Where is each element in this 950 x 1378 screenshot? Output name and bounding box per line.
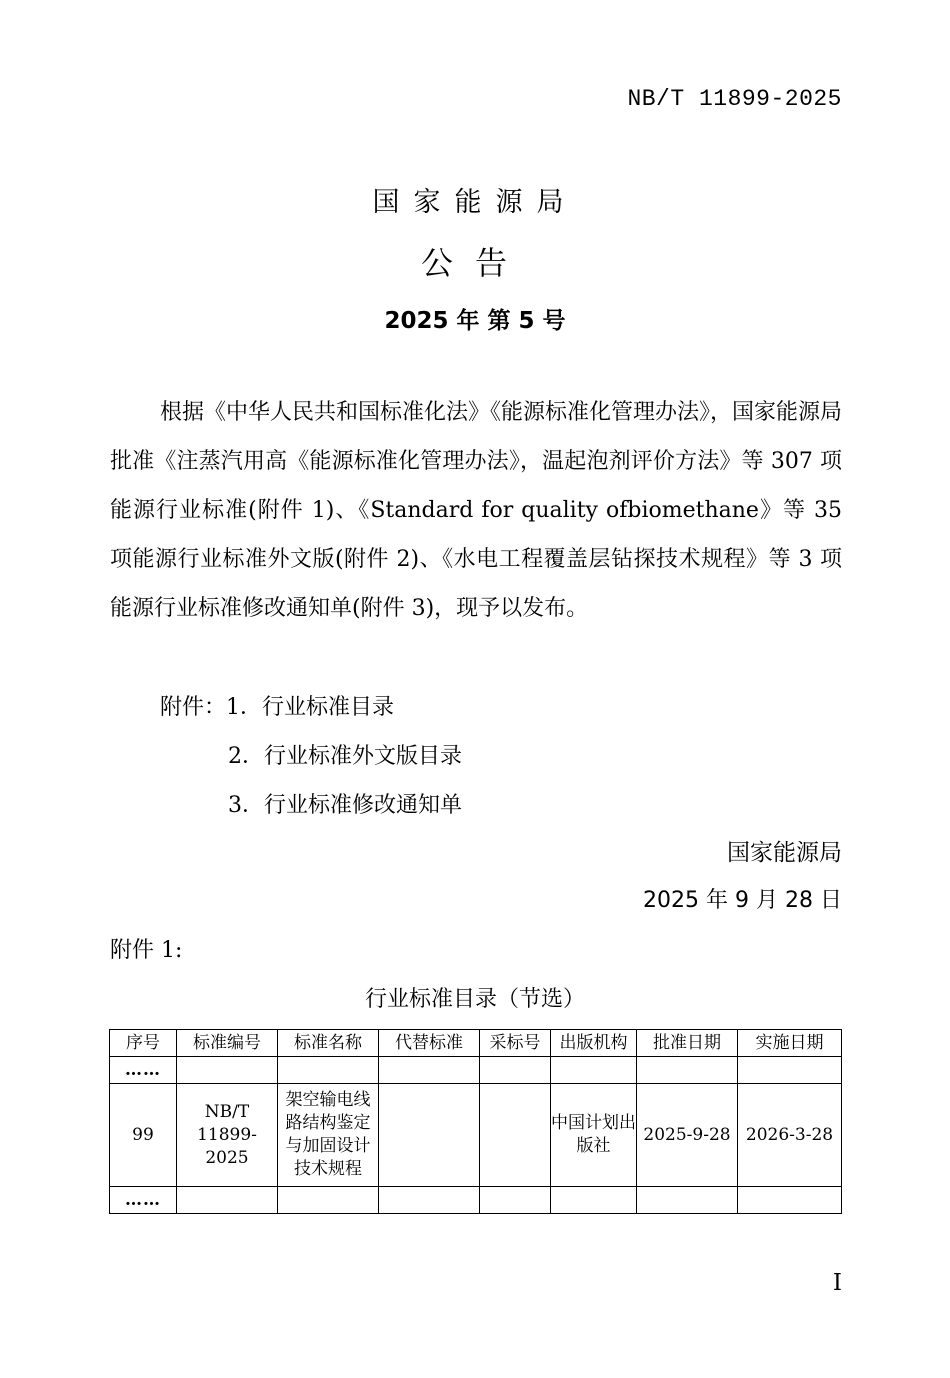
table-cell [379,1057,480,1084]
column-header: 标准编号 [177,1030,278,1057]
column-header: 出版机构 [551,1030,637,1057]
column-header: 标准名称 [278,1030,379,1057]
table-cell: 2026-3-28 [738,1084,842,1187]
table-cell [278,1057,379,1084]
page-number: I [832,1270,842,1296]
table-row [110,1187,842,1214]
table-cell [637,1057,738,1084]
table-cell [551,1187,637,1214]
standards-catalog-table [109,1029,842,1214]
table-cell [738,1187,842,1214]
attachment-item: 2．行业标准外文版目录 [228,744,462,769]
table-row [110,1057,842,1084]
table-cell: …… [110,1187,177,1214]
table-cell [480,1057,551,1084]
table-cell [177,1057,278,1084]
column-header: 采标号 [480,1030,551,1057]
table-cell: …… [110,1057,177,1084]
table-cell [379,1187,480,1214]
table-cell [177,1187,278,1214]
table-cell [480,1187,551,1214]
column-header: 实施日期 [738,1030,842,1057]
table-cell: 中国计划出版社 [551,1084,637,1187]
standard-code: NB/T 11899-2025 [627,86,842,112]
attachment-1-label: 附件 1: [110,938,183,963]
column-header: 序号 [110,1030,177,1057]
table-title: 行业标准目录（节选） [364,987,585,1012]
issuer-title: 国家能源局 [372,187,578,218]
column-header: 代替标准 [379,1030,480,1057]
announcement-body: 根据《中华人民共和国标准化法》《能源标准化管理办法》，国家能源局批准《注蒸汽用高《能源标准化管理办法》，温起泡剂评价方法》等 307 项能源行业标准(附件 1)、《Standard for quality ofbiomethane》等 35 项能源行业标准外文版(附件 2)、《水电工程覆盖层钻探技术规程》等 3 项能源行业标准修改通知单(附件 3)，现予以发布。 [110,400,843,621]
table-cell [480,1084,551,1187]
signature-organization: 国家能源局 [727,840,842,866]
table-cell: 99 [110,1084,177,1187]
table-cell: NB/T 11899-2025 [177,1084,278,1187]
column-header: 批准日期 [637,1030,738,1057]
table-cell: 2025-9-28 [637,1084,738,1187]
table-cell [379,1084,480,1187]
document-type: 公告 [420,244,529,282]
attachment-item: 3．行业标准修改通知单 [228,793,462,818]
table-row [110,1084,842,1187]
table-cell [551,1057,637,1084]
table-cell [637,1187,738,1214]
table-header-row [110,1030,842,1057]
attachment-item: 附件：1．行业标准目录 [160,695,394,720]
document-number: 2025 年 第 5 号 [384,308,566,334]
table-cell [278,1187,379,1214]
table-cell [738,1057,842,1084]
signature-date: 2025 年 9 月 28 日 [643,888,842,913]
table-cell: 架空输电线路结构鉴定与加固设计技术规程 [278,1084,379,1187]
